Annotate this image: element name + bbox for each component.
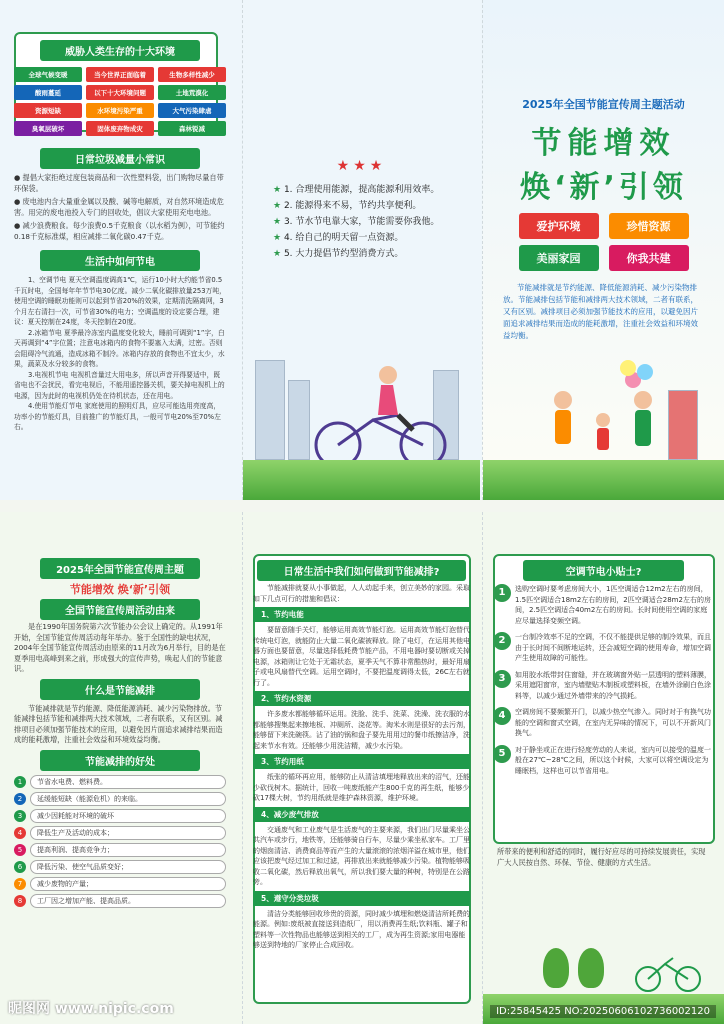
cyclist-illustration [303,360,453,470]
benefit-item [14,894,226,908]
footer-logo: 昵图网 www.nipic.com [8,1001,174,1017]
threats-title: 威胁人类生存的十大环境 [40,40,200,61]
tip-item [493,584,714,626]
slogan-list [273,182,460,262]
threat-pill: 当今世界正面临着 [86,67,154,82]
benefit-list [0,775,240,908]
threat-pill: 森林锐减 [158,121,226,136]
threat-pill: 水环境污染严重 [86,103,154,118]
p2-intro: 节能减排就要从小事做起，人人动起手来，创立美妙的家园。采取如下几点可行的措施和倡议： [253,584,470,603]
building-illustration [255,360,285,460]
threats-grid [14,67,226,136]
save-tip: 4.使用节能灯节电 家庭使用的照明灯具，应尽可能选用亮度高，功率小的节能灯具，目前推广的节能灯具，一般可节电20%至70%左右。 [14,402,221,431]
tip-item [493,632,714,664]
grass-ground [243,460,480,500]
section-title: 2、节约水资源 [253,691,470,706]
benefit-text: 提高利润、提高竞争力； [30,843,226,857]
benefit-number: 7 [14,878,26,890]
save-tip: 1、空调节电 夏天空调温度调高1℃，运行10小时大约能节省0.5千瓦时电，全国每年年节节电30亿度。减少二氧化碳排放量253万吨，使用空调的睡眠功能则可以起到节省20%的效果，定期清洗隔离网，3个月左右清扫一次，可节省30%的电力；空调温度的设定要合理，建议：夏天控制在24度，冬天控制在20度。 [14,276,226,326]
tip-text: 如用胶水纸带封住窗缝，并在玻璃窗外贴一层透明的塑料薄膜，采用遮阳窗帘，室内墙壁贴木制板或塑料板，在墙外涂刷白色涂料等，以减少通过外墙带来的冷气损耗。 [515,670,711,700]
cover-text: 节能减排就是节约能源、降低能源消耗、减少污染物排放。节能减排包括节能和减排两大技术领域，二者有联系，又有区别。减排项目必须加强节能技术的应用，以避免因片面追求减排结果而造成的能耗激增，注重社会效益和环境效益均衡。 [503,283,698,340]
threat-pill: 固体废弃物成灾 [86,121,154,136]
tree-illustration [578,948,604,988]
what-title: 什么是节能减排 [40,679,200,700]
benefit-number: 3 [14,810,26,822]
benefit-item [14,792,226,806]
p1-theme: 节能增效 焕‘新’引领 [69,583,171,596]
panel-left-top [0,0,240,500]
section-title: 4、减少废气排放 [253,807,470,822]
bicycle-icon [633,954,703,994]
benefit-text: 工厂因之增加产能、提高品质。 [30,894,226,908]
what-text: 节能减排就是节约能源、降低能源消耗、减少污染物排放。节能减排包括节能和减排两大技术领域，二者有联系，又有区别。减排项目必须加强节能技术的应用，以避免因片面追求减排结果而造成的能耗激增，注重社会效益和环境效益均衡。 [14,703,223,744]
slogan-text: 4. 给自己的明天留一点资源。 [283,233,404,243]
garbage-tip: ● 提倡大家拒绝过度包装商品和一次性塑料袋，出门购物尽量自带环保袋。 [14,173,224,193]
section-title: 3、节约用纸 [253,754,470,769]
tip-text: 对于静坐或正在进行轻度劳动的人来说，室内可以接受的温度一般在27℃~28℃之间，所以这个时候，大家可以将空调设定为睡眠档，这样也可以节省用电。 [515,745,711,775]
benefit-item [14,826,226,840]
benefit-text: 减少因耗能对环境的破坏 [30,809,226,823]
section-text: 交通废气和工业废气是生活废气的主要来源，我们出门尽量乘坐公共汽车或步行，地铁等，还能够骑自行车，尽量少乘坐私家车。工厂里的烟囱清洁、消费商品等而产生的大量滚滚的浓烟洋溢在城市里，他们应该把废气经过加工和过滤，再排放出来就能够减少污染。植物能够吸收二氧化碳，然后释放出氧气，所以我们要大量的种树，特别是在公路旁。 [253,825,470,886]
cover-subtitle: 2025年全国节能宣传周主题活动 [522,98,685,111]
slogan-item [273,182,460,198]
save-list [0,275,240,433]
garbage-title: 日常垃圾减量小常识 [40,148,200,169]
threat-pill: 全球气候变暖 [14,67,82,82]
p2-sections [243,607,480,951]
slogan-text: 3. 节水节电靠大家，节能需要你我他。 [283,217,440,227]
tip-text: 一台制冷效率不足的空调，不仅不能提供足够的制冷效果，而且由于长时间不间断地运转，还会减短空调的使用寿命，增加空调产生使用故障的可能性。 [515,633,711,662]
origin-title: 全国节能宣传周活动由来 [40,599,200,620]
star-icon: ★ [273,233,284,243]
cover-tag: 珍惜资源 [609,213,689,239]
section-text: 清洁分类能够回收珍贵的资源，同时减少填埋和燃烧清洁所耗费的能源。例如:废纸被直接送到造纸厂，用以消费再生纸;饮料瓶、罐子和塑料等一次性物品也能够送到相关的工厂，成为再生资源;家用电器能够送到特地的厂家停止合成回收。 [253,909,470,949]
benefit-text: 延缓能短缺（能源危机）的来临。 [30,792,226,806]
benefit-item [14,877,226,891]
tip-item [493,707,714,739]
slogan-text: 2. 能源得来不易，节约共享便利。 [283,201,422,211]
benefit-text: 减少废物的产量； [30,877,226,891]
slogan-item [273,214,460,230]
section-text: 许多废水都能够循环运用。洗脸、洗手、洗菜、洗澡、洗衣服的水都能够搜集起来擦地板、冲厕所、浇花等。淘米水则是很好的去污剂，能够留下来洗碗筷。沾了油的锅和盘子要先用用过的餐巾纸擦洁净，洗起来节水有效。还能够少用洗洁精，减少水污染。 [253,710,470,750]
star-icon: ★ [273,201,284,211]
footer-id: ID:25845425 NO:20250606102736002120 [490,1005,716,1018]
benefit-number: 4 [14,827,26,839]
tip-text: 空调房间不要频繁开门，以减少热空气渗入。同时对于有换气功能的空调和窗式空调，在室内无异味的情况下，可以不开新风门换气。 [515,708,711,737]
panel-middle-top [242,0,480,500]
save-tip: 3.电视机节电 电视机音量过大用电多，所以声音开得要适中，既省电也不会扰民，看完电视后，不能用遥控器关机，要关掉电视机上的电源，因为此时的电视机仍处在待机状态，还在用电。 [14,370,225,400]
cover-tag: 爱护环境 [519,213,599,239]
section-title: 1、节约电能 [253,607,470,622]
cover-tag: 你我共建 [609,245,689,271]
benefit-number: 8 [14,895,26,907]
origin-text: 是在1990年国务院第六次节能办公会议上确定的。从1991年开始，全国节能宣传周活动每年举办。鉴于全国性的缺电状况，2004年全国节能宣传周活动由原来的11月改为6月举行，目的是在夏季用电高峰到来之前，形成强大的宣传声势，唤起人们的节能意识。 [14,622,226,673]
p2-title: 日常生活中我们如何做到节能减排? [257,560,466,581]
threat-pill: 以下十大环境问题 [86,85,154,100]
garbage-tip: ● 减少浪费粮食。每少浪费0.5千克粮食（以水稻为例），可节能约0.18千克标准煤，相应减排二氧化碳0.47千克。 [14,221,225,241]
tip-item [493,745,714,777]
star-icon: ★ [273,217,284,227]
benefit-item [14,843,226,857]
slogan-text: 5. 大力提倡节约型消费方式。 [283,249,404,259]
benefit-text: 节省水电费、燃料费。 [30,775,226,789]
threat-pill: 资源短缺 [14,103,82,118]
benefit-item [14,860,226,874]
threat-pill: 土地荒漠化 [158,85,226,100]
benefit-text: 降低生产及活动的成本； [30,826,226,840]
section-text: 要留意随手关灯，能够运用高效节能灯泡。运用高效节能灯泡替代传统电灯泡，就能防止大量二氧化碳被释放。除了电灯，在运用其他电器方面也要留意，尽量选择低耗费节能产品，不用电器时要切断或关掉电源，冰箱则让它处于无霜状态，夏季天气不算非常酷热时，最好用扇子或电风扇替代空调。运用空调时，不要把温度调得太低，26C左右就行了。 [253,626,470,687]
slogan-item [273,230,460,246]
slogan-item [273,246,460,262]
slogan-item [273,198,460,214]
panel-middle-bottom [242,512,480,1024]
outside-panels [0,0,724,500]
panel-cover [482,0,724,500]
save-title: 生活中如何节电 [40,250,200,271]
panel-left-bottom [0,512,240,1024]
threat-pill: 大气污染肆虐 [158,103,226,118]
slogan-text: 1. 合理使用能源，提高能源利用效率。 [283,185,440,195]
tip-number: 5 [493,745,511,763]
tip-item [493,670,714,702]
benefit-title: 节能减排的好处 [40,750,200,771]
grass-ground [483,460,724,500]
tip-number: 2 [493,632,511,650]
threat-pill: 酸雨蔓延 [14,85,82,100]
cover-tags [483,210,724,274]
garbage-list [0,173,240,242]
tip-number: 4 [493,707,511,725]
cover-tag: 美丽家园 [519,245,599,271]
tips-title: 空调节电小贴士? [523,560,684,581]
benefit-number: 2 [14,793,26,805]
cover-title-1: 节能增效 [531,126,676,161]
benefit-number: 1 [14,776,26,788]
save-tip: 2.冰箱节电 夏季最冷冻室内温度变化较大，睡前可调到“1”字，白天再调到“4”字位置；注意电冰箱内的食物不要塞入太满，过密。否则会阻碍冷气流通，造成冰箱不制冷。冰箱内存放的食物也不宜太少，水果，蔬菜及水分较多的食物。 [14,328,225,368]
benefit-text: 降低污染、使空气品质变好； [30,860,226,874]
tips-list [483,584,724,776]
tip-number: 1 [493,584,511,602]
threat-pill: 生物多样性减少 [158,67,226,82]
panel-right-bottom [482,512,724,1024]
benefit-item [14,809,226,823]
inside-panels [0,512,724,1024]
benefit-number: 5 [14,844,26,856]
star-icon: ★ [273,249,284,259]
tip-number: 3 [493,670,511,688]
star-icon: ★ [273,185,284,195]
garbage-tip: ● 废电池内含大量重金属以及酸、碱等电解质，对自然环境造成危害。用完的废电池投入专门的回收处，倡议大家使用充电电池。 [14,197,224,217]
cover-title-2: 焕‘新’引领 [520,170,687,205]
stars-icon: ★★★ [336,158,387,174]
p1-head: 2025年全国节能宣传周主题 [40,558,200,579]
green-text: 所带来的便利和舒适的同时，履行好应尽的可持续发展责任，实现广大人民按自然、环保、节俭、健康的方式生活。 [497,847,706,867]
tip-text: 选购空调时要考虑房间大小，1匹空调适合12m2左右的房间，1.5匹空调适合18m2左右的房间，2匹空调适合28m2左右的房间，2.5匹空调适合40m2左右的房间。长时间使用空调的家庭应尽量选择变频空调。 [515,585,711,625]
section-title: 5、遵守分类垃圾 [253,891,470,906]
tree-illustration [543,948,569,988]
benefit-item [14,775,226,789]
threat-pill: 臭氧层破坏 [14,121,82,136]
section-text: 纸张的循环再应用，能够防止从清洁填埋地释放出来的沼气，还能少砍伐树木。据统计，回收一吨废纸能产生800千克的再生纸，能够少砍17棵大树，节约用纸就是维护森林资源，维护环境。 [253,773,470,802]
benefit-number: 6 [14,861,26,873]
